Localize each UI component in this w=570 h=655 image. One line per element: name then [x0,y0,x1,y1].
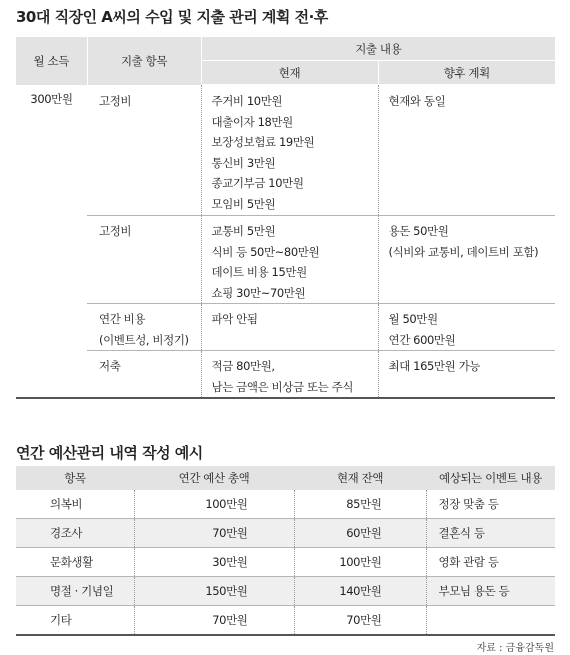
current-content: 적금 80만원, 남는 금액은 비상금 또는 주식 [201,351,378,399]
table-row [16,85,555,216]
plan-content: 현재와 동일 [378,85,555,216]
expense-item: 고정비 [87,216,201,304]
event-cell [426,606,555,636]
header-expected-event: 예상되는 이벤트 내용 [426,466,555,490]
table-row [16,216,555,304]
current-content: 파악 안됨 [201,304,378,351]
balance-cell: 140만원 [294,577,426,606]
header-current-balance: 현재 잔액 [294,466,426,490]
category-cell: 기타 [16,606,134,636]
annual-budget-table [16,466,555,636]
event-cell: 영화 관람 등 [426,548,555,577]
plan-content: 용돈 50만원 (식비와 교통비, 데이트비 포함) [378,216,555,304]
table-row [16,519,555,548]
table-row [16,490,555,519]
header-plan: 향후 계획 [378,61,555,85]
category-cell: 명절 · 기념일 [16,577,134,606]
spending-plan-table [16,37,555,399]
table-row [16,548,555,577]
category-cell: 의복비 [16,490,134,519]
balance-cell: 70만원 [294,606,426,636]
header-expense-content: 지출 내용 [201,37,555,61]
category-cell: 경조사 [16,519,134,548]
balance-cell: 60만원 [294,519,426,548]
page-title: 30대 직장인 A씨의 수입 및 지출 관리 계획 전·후 [16,8,328,26]
balance-cell: 85만원 [294,490,426,519]
table-row [16,577,555,606]
header-annual-budget: 연간 예산 총액 [134,466,294,490]
plan-content: 월 50만원 연간 600만원 [378,304,555,351]
event-cell: 결혼식 등 [426,519,555,548]
header-current: 현재 [201,61,378,85]
table-row [16,304,555,351]
balance-cell: 100만원 [294,548,426,577]
source-note: 자료 : 금융감독원 [476,643,554,654]
event-cell: 부모님 용돈 등 [426,577,555,606]
budget-cell: 70만원 [134,519,294,548]
expense-item: 연간 비용 (이벤트성, 비정기) [87,304,201,351]
expense-item: 고정비 [87,85,201,216]
plan-content: 최대 165만원 가능 [378,351,555,399]
table-row [16,606,555,636]
section-title: 연간 예산관리 내역 작성 예시 [16,444,203,462]
budget-cell: 70만원 [134,606,294,636]
budget-cell: 30만원 [134,548,294,577]
header-income: 월 소득 [16,37,87,85]
table-row [16,351,555,399]
category-cell: 문화생활 [16,548,134,577]
header-category: 항목 [16,466,134,490]
header-expense-item: 지출 항목 [87,37,201,85]
budget-cell: 100만원 [134,490,294,519]
current-content: 주거비 10만원 대출이자 18만원 보장성보험료 19만원 통신비 3만원 종교기부금 10만원 모임비 5만원 [201,85,378,216]
expense-item: 저축 [87,351,201,399]
current-content: 교통비 5만원 식비 등 50만~80만원 데이트 비용 15만원 쇼핑 30만~70만원 [201,216,378,304]
event-cell: 정장 맞춤 등 [426,490,555,519]
budget-cell: 150만원 [134,577,294,606]
income-value: 300만원 [16,85,87,399]
